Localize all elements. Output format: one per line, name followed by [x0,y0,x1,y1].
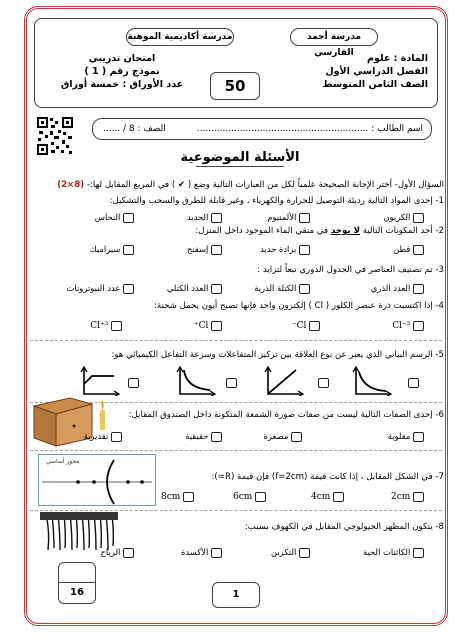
q7-option-2[interactable]: 4cm [311,490,344,503]
principal-axis-label: محور أساسي [46,458,80,465]
q4-option-4[interactable]: Cl⁺² [90,319,122,332]
q6-option-3[interactable]: حقيقية [185,430,222,442]
term: الفصل الدراسي الأول [325,66,428,77]
q6-option-4[interactable]: تقديرية [84,430,122,442]
question-2: 2- أحد المكونات التالية لا يوجد في منقي الماء الموجود داخل المنزل: [195,226,444,236]
intro-text: السؤال الأول- أختر الإجابة الصحيحة علمياً لكل من العبارات التالية وضع ( ✔ ) في المربع المقابل لها:- [86,180,444,190]
q2-option-3[interactable]: إسفنج [187,243,222,255]
q5-checkbox-1[interactable] [408,372,419,391]
student-name-field[interactable]: اسم الطالب : ............................................................ [196,124,423,134]
q1-option-3[interactable]: الحديد [187,211,222,223]
question-7: 7- في الشكل المقابل ، إذا كانت قيمة (f=2cm) فإن قيمة (R=): [211,472,444,482]
q4-option-2[interactable]: Cl⁻ [292,319,320,332]
q1-checkbox-1[interactable] [413,213,424,223]
q5-checkbox-4[interactable] [128,372,139,391]
q7-checkbox-2[interactable] [333,492,344,502]
question-5: 5- الرسم البياني الذي يعبر عن نوع العلاقة بين تركيز المتفاعلات وسرعة التفاعل الكيميائي هو: [111,350,444,360]
q2-checkbox-4[interactable] [123,245,134,255]
q4-checkbox-3[interactable] [211,321,222,331]
q4-option-1[interactable]: Cl⁻² [392,319,424,332]
class-field[interactable]: الصف : 8 / ...... [103,124,166,134]
q7-checkbox-4[interactable] [183,492,194,502]
q6-option-2[interactable]: مصغرة [264,430,302,442]
q1-checkbox-4[interactable] [123,213,134,223]
q6-option-1[interactable]: مقلوبة [388,430,424,442]
divider [30,340,442,341]
marks-total: 16 [70,587,84,598]
q8-option-3[interactable]: الأكسدة [181,546,222,558]
q6-checkbox-2[interactable] [291,432,302,442]
subject: المادة : علوم [367,53,428,64]
title-underline [196,166,284,167]
q6-checkbox-1[interactable] [413,432,424,442]
page-number: 1 [212,582,260,608]
q8-option-1[interactable]: الكائنات الحية [363,546,424,558]
q5-checkbox-2[interactable] [318,372,329,391]
q8-checkbox-3[interactable] [211,548,222,558]
divider [30,450,442,451]
q7-checkbox-3[interactable] [255,492,266,502]
q3-checkbox-4[interactable] [123,284,134,294]
q7-checkbox-1[interactable] [413,492,424,502]
q3-checkbox-2[interactable] [299,284,310,294]
q2-negation: لا يوجد [330,226,360,236]
question-intro [32,180,444,191]
subject-block [300,52,428,91]
q2-option-2[interactable]: برادة حديد [260,243,310,255]
section-title: الأسئلة الموضوعية [180,150,300,165]
intro-marks: (8×2) [57,180,85,190]
q1-option-2[interactable]: الألمنيوم [267,211,310,223]
marks-blank [59,563,95,583]
q8-option-4[interactable]: الرياح [101,546,134,558]
q1-option-1[interactable]: الكربون [383,211,424,223]
model-number: نموذج رقم ( 1 ) [84,66,160,77]
q8-option-2[interactable]: التكربن [271,546,310,558]
q2-checkbox-1[interactable] [413,245,424,255]
q4-checkbox-2[interactable] [309,321,320,331]
q5-checkbox-3[interactable] [226,372,237,391]
total-score: 50 [210,72,260,100]
q3-option-3[interactable]: العدد الكتلي [167,282,222,294]
question-3: 3- تم تصنيف العناصر في الجدول الدوري تبعاً لتزايد : [257,265,444,275]
q1-checkbox-2[interactable] [299,213,310,223]
q2-option-4[interactable]: سيراميك [90,243,134,255]
q2-checkbox-3[interactable] [211,245,222,255]
q4-checkbox-4[interactable] [111,321,122,331]
q7-option-3[interactable]: 6cm [233,490,266,503]
school-name-left: مدرسة أكاديمية الموهبة [126,28,234,46]
q3-option-2[interactable]: الكتلة الذرية [254,282,310,294]
marks-box [58,562,96,604]
student-info-box [92,118,432,140]
question-1: 1- إحدى المواد التالية رديئة التوصيل للحرارة والكهرباء ، وغير قابلة للطرق والسحب والتشكيل: [109,196,444,206]
grade: الصف الثامن المتوسط [322,79,428,90]
qr-code [36,116,74,156]
page-count: عدد الأوراق : خمسة أوراق [60,79,184,90]
question-8: 8- يتكون المظهر الجيولوجي المقابل في الكهوف بسبب: [244,522,444,532]
q1-option-4[interactable]: النحاس [95,211,134,223]
school-name-right: مدرسة أحمد الفارسي [290,28,378,46]
graph-increasing-line [264,366,304,396]
q3-checkbox-3[interactable] [211,284,222,294]
question-6: 6- إحدى الصفات التالية ليست من صفات صورة الشمعة المتكونة داخل الصندوق المقابل: [128,410,444,420]
q4-checkbox-1[interactable] [413,321,424,331]
divider [30,510,442,511]
exam-info-block [42,52,202,91]
q2-option-1[interactable]: قطن [393,243,424,255]
graph-decreasing-curve [352,366,392,396]
q7-option-4[interactable]: 8cm [161,490,194,503]
q8-checkbox-1[interactable] [413,548,424,558]
q6-checkbox-4[interactable] [111,432,122,442]
q7-option-1[interactable]: 2cm [391,490,424,503]
q3-option-4[interactable]: عدد النيوترونات [67,282,134,294]
question-4: 4- إذا اكتسبت ذرة عنصر الكلور ( Cl ) إلكترون واحد فإنها تصبح أيون يحمل شحنة: [154,301,444,311]
exam-type: امتحان تدريبي [88,53,156,64]
q6-checkbox-3[interactable] [211,432,222,442]
q8-checkbox-2[interactable] [299,548,310,558]
q4-option-3[interactable]: Cl⁺ [194,319,222,332]
q3-checkbox-1[interactable] [413,284,424,294]
q2-checkbox-2[interactable] [299,245,310,255]
q1-checkbox-3[interactable] [211,213,222,223]
q3-option-1[interactable]: العدد الذري [371,282,424,294]
graph-inverse-curve [176,366,216,396]
q8-checkbox-4[interactable] [123,548,134,558]
